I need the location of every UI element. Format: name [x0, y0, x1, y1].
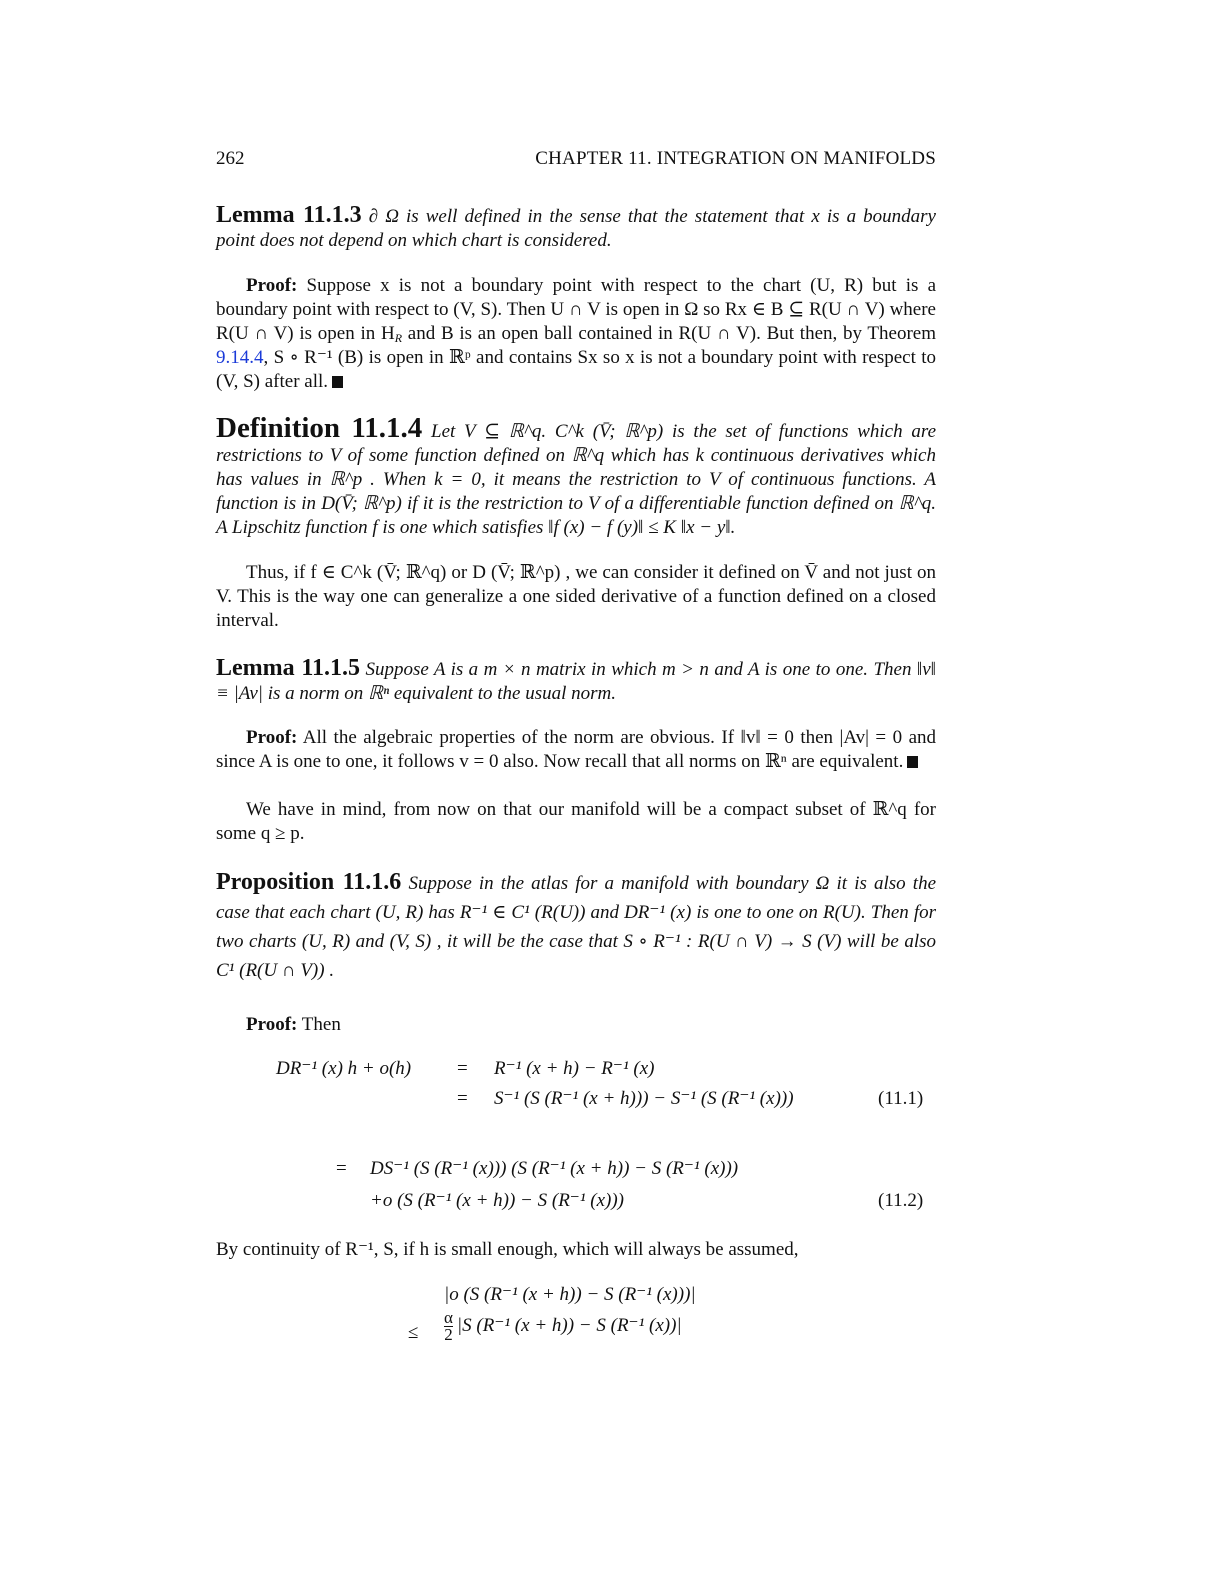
page-number: 262 [216, 148, 245, 169]
eq2-number: (11.2) [878, 1190, 924, 1211]
eq1-rhs-1: R⁻¹ (x + h) − R⁻¹ (x) [494, 1058, 655, 1079]
eq1-relation-1: = [457, 1058, 468, 1079]
theorem-link[interactable]: 9.14.4 [216, 347, 264, 368]
lemma-11-1-5-proof [216, 726, 936, 774]
inequality-line-2-group [440, 1310, 682, 1343]
fraction-numerator: α [444, 1308, 453, 1327]
proposition-title: Proposition 11.1.6 [216, 869, 402, 895]
eq2-relation: = [336, 1158, 347, 1179]
inequality-line-1: |o (S (R⁻¹ (x + h)) − S (R⁻¹ (x)))| [444, 1284, 696, 1305]
definition-11-1-4 [216, 412, 937, 540]
proof-label: Proof: [246, 275, 298, 296]
eq1-lhs: DR⁻¹ (x) h + o(h) [276, 1058, 412, 1079]
lemma-title: Lemma 11.1.5 [216, 655, 361, 681]
continuity-sentence: By continuity of R⁻¹, S, if h is small enough, which will always be assumed, [216, 1239, 799, 1260]
proposition-11-1-6 [216, 868, 936, 985]
proposition-statement: Suppose in the atlas for a manifold with boundary Ω it is also the case that each chart (U, R) has R⁻¹ ∈ C¹ (R(U)) and DR⁻¹ (x) is one to one on R(U). Then for two charts (U, R) and (V, S) , it will be the case that S ∘ R⁻¹ : R(U ∩ V) → S (V) will be also C¹ (R(U ∩ V)) . [216, 873, 937, 981]
lemma-11-1-3-proof [216, 274, 936, 394]
qed-mark [332, 376, 343, 388]
proof-label: Proof: [246, 1014, 298, 1035]
eq1-number: (11.1) [878, 1088, 924, 1109]
lemma-11-1-3 [216, 203, 936, 253]
lemma-statement: Suppose A is a m × n matrix in which m > n and A is one to one. Then ‖v‖ ≡ |Av| is a norm on ℝⁿ equivalent to the usual norm. [216, 659, 936, 704]
proof-text-3: , S ∘ R⁻¹ (B) is open in ℝᵖ and contains Sx so x is not a boundary point with respect to (V, S) after all. [216, 347, 936, 392]
proof-text-1: Suppose x is not a boundary point with respect to the chart (U, R) but is a boundary point with respect to (V, S). Then U ∩ V is open in Ω so Rx ∈ B ⊆ R(U ∩ V) where R(U ∩ V) is open in H [216, 275, 936, 344]
fraction-denominator: 2 [444, 1325, 453, 1344]
eq2-line-1: DS⁻¹ (S (R⁻¹ (x))) (S (R⁻¹ (x + h)) − S (R⁻¹ (x))) [370, 1158, 739, 1179]
lemma-statement: ∂ Ω is well defined in the sense that the statement that x is a boundary point does not depend on which chart is considered. [216, 206, 936, 251]
lemma-title: Lemma 11.1.3 [216, 202, 362, 228]
eq1-relation-2: = [457, 1088, 468, 1109]
inequality-relation: ≤ [408, 1322, 419, 1343]
eq1-rhs-2: S⁻¹ (S (R⁻¹ (x + h))) − S⁻¹ (S (R⁻¹ (x))) [494, 1088, 794, 1109]
proof-start: Then [301, 1014, 341, 1035]
chapter-title: CHAPTER 11. INTEGRATION ON MANIFOLDS [535, 148, 936, 169]
lemma-11-1-5 [216, 656, 936, 706]
definition-remark: Thus, if f ∈ C^k (V̄; ℝ^q) or D (V̄; ℝ^p) , we can consider it defined on V̄ and not just on V. This is the way one can generalize a one sided derivative of a function defined on a closed interval. [216, 562, 936, 631]
eq2-line-2: +o (S (R⁻¹ (x + h)) − S (R⁻¹ (x))) [370, 1190, 625, 1211]
proof-label: Proof: [246, 727, 298, 748]
proof-subscript: R [394, 331, 403, 345]
definition-statement: Let V ⊆ ℝ^q. C^k (V̄; ℝ^p) is the set of functions which are restrictions to V of some function defined on ℝ^q which has k continuous derivatives which has values in ℝ^p . When k = 0, it means the restriction to V of continuous functions. A function is in D(V̄; ℝ^p) if it is the restriction to V of a differentiable function defined on ℝ^q. A Lipschitz function f is one which satisfies ‖f (x) − f (y)‖ ≤ K ‖x − y‖. [216, 421, 937, 538]
qed-mark [907, 756, 918, 768]
manifold-remark: We have in mind, from now on that our manifold will be a compact subset of ℝ^q for some q ≥ p. [216, 799, 936, 844]
proof-text-2: and B is an open ball contained in R(U ∩ V). But then, by Theorem [402, 323, 936, 344]
definition-title: Definition 11.1.4 [216, 412, 423, 444]
inequality-line-2: |S (R⁻¹ (x + h)) − S (R⁻¹ (x))| [456, 1314, 682, 1336]
alpha-half-fraction [444, 1310, 453, 1343]
proposition-proof [216, 1013, 936, 1037]
proof-text: All the algebraic properties of the norm are obvious. If ‖v‖ = 0 then |Av| = 0 and since A is one to one, it follows v = 0 also. Now recall that all norms on ℝⁿ are equivalent. [216, 727, 936, 772]
page-header [216, 148, 936, 172]
